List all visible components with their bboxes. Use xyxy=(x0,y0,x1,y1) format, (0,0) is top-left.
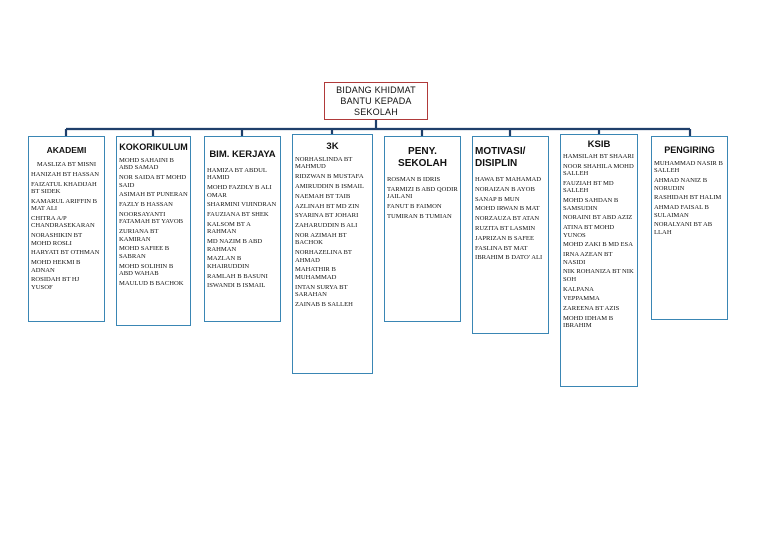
member: HAWA BT MAHAMAD xyxy=(475,176,542,183)
member: AHMAD NANIZ B NORUDIN xyxy=(654,177,708,192)
member: ROSIDAH BT HJ YUSOF xyxy=(31,276,80,291)
unit-title: MOTIVASI/ DISIPLIN xyxy=(475,146,526,169)
member: NORAINI BT ABD AZIZ xyxy=(563,214,633,222)
unit-3k xyxy=(292,134,373,374)
member: CHITRA A/P CHANDRASEKARAN xyxy=(31,215,95,230)
member: ZAREENA BT AZIS xyxy=(563,305,620,313)
member: HAMSILAH BT SHAARI xyxy=(563,153,634,160)
unit-title: AKADEMI xyxy=(46,145,87,155)
member: NIK ROHANIZA BT NIK SOH xyxy=(563,268,634,283)
member: AZLINAH BT MD ZIN xyxy=(295,202,360,210)
unit-pengiring xyxy=(651,136,728,320)
member: NORZAUZA BT ATAN xyxy=(475,215,540,223)
member: NORAIZAN B AYOB xyxy=(475,185,535,193)
member: HARYATI BT OTHMAN xyxy=(31,249,100,257)
member: ZAINAB B SALLEH xyxy=(295,300,353,308)
member: MOHD IRWAN B MAT xyxy=(475,205,540,213)
member: MOHD SAFIEE B SABRAN xyxy=(119,245,170,260)
member: NORASHIKIN BT MOHD ROSLI xyxy=(31,232,82,247)
member: IRNA AZEAN BT NASIDI xyxy=(563,251,613,266)
member: KALSOM BT A RAHMAN xyxy=(207,221,251,236)
member: SHARMINI VIJINDRAN xyxy=(207,201,277,209)
member: AMIRUDDIN B ISMAIL xyxy=(295,183,364,190)
member: FAUZIANA BT SHEK xyxy=(207,211,269,219)
member: RUZITA BT LASMIN xyxy=(475,224,536,232)
member: ISWANDI B ISMAIL xyxy=(207,282,266,290)
member: FAUZIAH BT MD SALLEH xyxy=(563,180,614,195)
member: ROSMAN B IDRIS xyxy=(387,176,441,183)
member: RIDZWAN B MUSTAFA xyxy=(295,173,364,181)
member: NOR AZIMAH BT BACHOK xyxy=(295,231,347,247)
member: MOHD ZAKI B MD ESA xyxy=(563,241,633,249)
member: MOHD SAHDAN B SAMSUDIN xyxy=(563,197,619,212)
unit-peny-sekolah xyxy=(384,136,461,322)
member: KAMARUL ARIFFIN B MAT ALI xyxy=(31,197,98,213)
member: NORALYANI BT AB LLAH xyxy=(654,221,713,236)
member: MAZLAN B KHAIRUDDIN xyxy=(207,255,250,270)
unit-title: PENGIRING xyxy=(664,145,715,155)
root-line-2: BANTU KEPADA xyxy=(340,96,412,106)
member: MOHD HEKMI B ADNAN xyxy=(31,259,81,274)
member: NORHASLINDA BT MAHMUD xyxy=(295,156,353,171)
member: SANAP B MUN xyxy=(475,195,520,203)
member: RAMLAH B BASUNI xyxy=(207,272,268,280)
member: MOHD FAZDLY B ALI OMAR xyxy=(207,184,272,199)
unit-kokorikulum xyxy=(116,136,191,326)
member: FAIZATUL KHADIJAH BT SIDEK xyxy=(31,180,97,195)
unit-title: KOKORIKULUM xyxy=(119,142,188,152)
unit-title: BIM. KERJAYA xyxy=(209,149,276,160)
unit-title: 3K xyxy=(326,141,339,152)
member: ZURIANA BT KAMIRAN xyxy=(119,228,159,243)
member: KALPANA xyxy=(563,285,594,293)
member: HAMIZA BT ABDUL HAMID xyxy=(207,167,267,182)
member: ATINA BT MOHD YUNOS xyxy=(563,224,615,239)
member: NORHAZELINA BT AHMAD xyxy=(295,249,352,264)
root-node xyxy=(324,82,428,120)
unit-title: PENY. SEKOLAH xyxy=(398,146,447,169)
member: MUHAMMAD NASIR B SALLEH xyxy=(654,160,723,175)
root-line-1: BIDANG KHIDMAT xyxy=(336,85,416,95)
unit-bim-kerjaya xyxy=(204,136,281,322)
unit-ksib xyxy=(560,134,638,387)
member: NOR SAIDA BT MOHD SAID xyxy=(119,174,187,189)
unit-title: KSIB xyxy=(587,139,611,150)
member: NOOR SHAHILA MOHD SALLEH xyxy=(563,162,634,178)
member: SYARINA BT JOHARI xyxy=(295,212,359,220)
member: RASHIDAH BT HALIM xyxy=(654,194,722,202)
member: ZAHARUDDIN B ALI xyxy=(295,222,358,230)
member: IBRAHIM B DATO' ALI xyxy=(475,254,543,262)
unit-akademi xyxy=(28,136,105,322)
member: ASIMAH BT PUNERAN xyxy=(119,191,188,199)
member: NAEMAH BT TAIB xyxy=(295,192,351,200)
member: MAHATHIR B MUHAMMAD xyxy=(295,266,337,281)
unit-motivasi-disiplin xyxy=(472,136,549,334)
member: JAPRIZAN B SAFEE xyxy=(475,234,534,242)
member: MOHD SOLIHIN B ABD WAHAB xyxy=(119,262,174,278)
member: FASLINA BT MAT xyxy=(475,244,528,252)
member: HANIZAH BT HASSAN xyxy=(31,170,100,178)
member: INTAN SURYA BT SARAHAN xyxy=(295,283,348,298)
member: TARMIZI B ABD QODIR JAILANI xyxy=(387,185,458,201)
member: MAULUD B BACHOK xyxy=(119,279,184,287)
member: TUMIRAN B TUMIAN xyxy=(387,212,452,220)
member: NOORSAYANTI FATAMAH BT YAVOB xyxy=(119,211,184,226)
member: VEPPAMMA xyxy=(563,295,600,303)
member: MD NAZIM B ABD RAHMAN xyxy=(207,238,263,253)
member: MOHD SAHAINI B ABD SAMAD xyxy=(119,157,174,172)
member: FANUT B FAIMON xyxy=(387,203,442,210)
root-line-3: SEKOLAH xyxy=(354,107,398,117)
member: AHMAD FAISAL B SULAIMAN xyxy=(654,204,709,219)
member: MASLIZA BT MISNI xyxy=(36,161,97,168)
member: FAZLY B HASSAN xyxy=(119,201,173,209)
member: MOHD IDHAM B IBRAHIM xyxy=(563,315,614,330)
